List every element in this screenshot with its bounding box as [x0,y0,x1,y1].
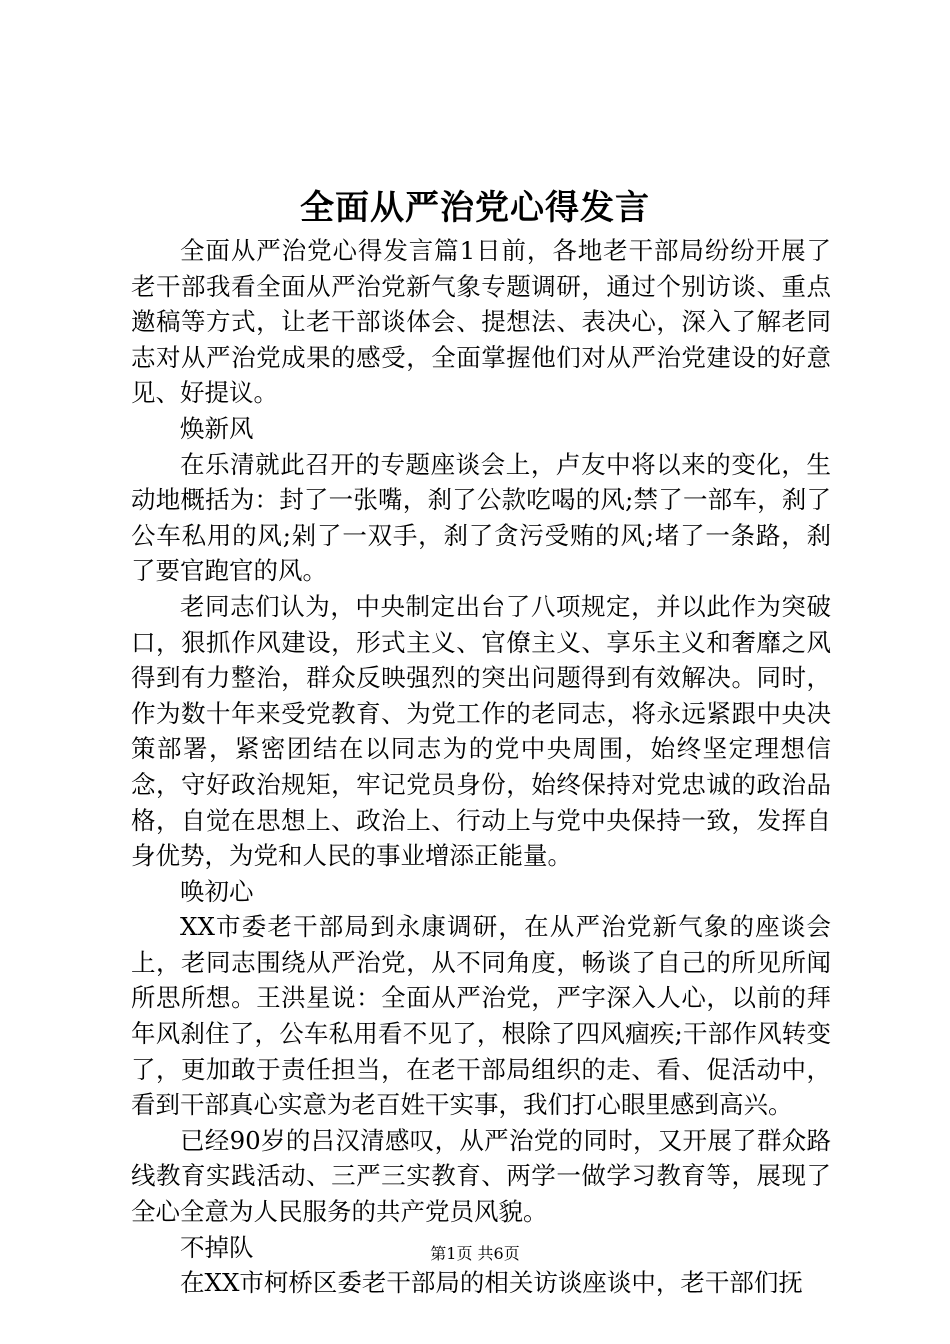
page-footer: 第1页 共6页 [430,1244,520,1263]
paragraph-yongkang: XX市委老干部局到永康调研，在从严治党新气象的座谈会上，老同志围绕从严治党，从不同角度，畅谈了自己的所见所闻所思所想。王洪星说：全面从严治党，严字深入人心，以前的拜年风刹住了，公车私用看不见了，根除了四风痼疾;干部作风转变了，更加敢于责任担当，在老干部局组织的走、看、促活动中，看到干部真心实意为老百姓干实事，我们打心眼里感到高兴。 [131,912,831,1120]
section-heading-budiaodui: 不掉队 [180,1232,254,1262]
paragraph-yueqing: 在乐清就此召开的专题座谈会上，卢友中将以来的变化，生动地概括为：封了一张嘴，刹了公款吃喝的风;禁了一部车，刹了公车私用的风;剁了一双手，刹了贪污受贿的风;堵了一条路，刹了要官跑官的风。 [131,449,831,586]
paragraph-keqiao: 在XX市柯桥区委老干部局的相关访谈座谈中，老干部们抚 [180,1268,803,1298]
section-heading-huanchuxin: 唤初心 [180,876,254,906]
paragraph-lao-tongzhi: 老同志们认为，中央制定出台了八项规定，并以此作为突破口，狠抓作风建设，形式主义、官僚主义、享乐主义和奢靡之风得到有力整治，群众反映强烈的突出问题得到有效解决。同时，作为数十年来受党教育、为党工作的老同志，将永远紧跟中央决策部署，紧密团结在以同志为的党中央周围，始终坚定理想信念，守好政治规矩，牢记党员身份，始终保持对党忠诚的政治品格，自觉在思想上、政治上、行动上与党中央保持一致，发挥自身优势，为党和人民的事业增添正能量。 [131,591,831,871]
document-title: 全面从严治党心得发言 [300,188,650,228]
document-body [131,233,831,1301]
paragraph-intro: 全面从严治党心得发言篇1日前，各地老干部局纷纷开展了老干部我看全面从严治党新气象专题调研，通过个别访谈、重点邀稿等方式，让老干部谈体会、提想法、表决心，深入了解老同志对从严治党成果的感受，全面掌握他们对从严治党建设的好意见、好提议。 [131,236,831,408]
paragraph-lv-hanqing: 已经90岁的吕汉清感叹，从严治党的同时，又开展了群众路线教育实践活动、三严三实教育、两学一做学习教育等，展现了全心全意为人民服务的共产党员风貌。 [131,1125,831,1227]
section-heading-huanxinfeng: 焕新风 [180,413,254,443]
